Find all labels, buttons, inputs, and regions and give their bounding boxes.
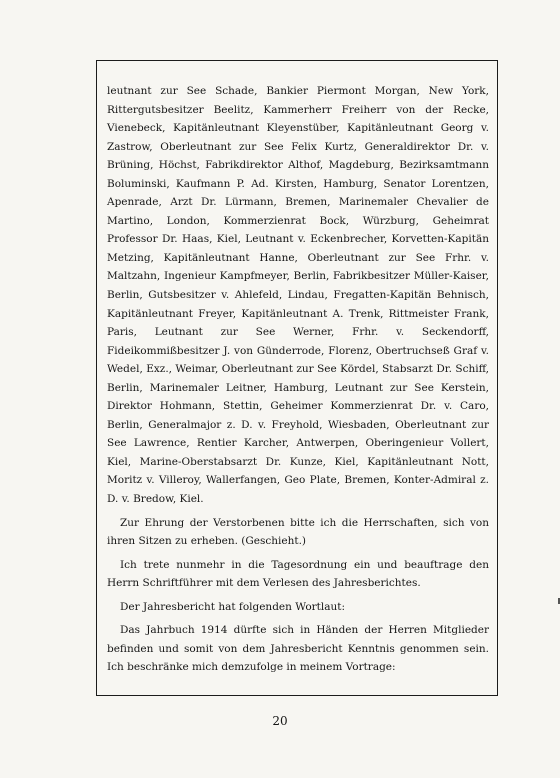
paragraph-agenda: Ich trete nunmehr in die Tagesordnung ein und beauftrage den Herrn Schriftführer mit dem Verlesen des Jahresberichtes.	[107, 558, 489, 590]
paragraph-yearbook: Das Jahrbuch 1914 dürfte sich in Händen der Herren Mitglieder befinden und somit von dem Jahresbericht Kenntnis genommen sein. Ich beschränke mich demzufolge in meinem Vortrage:	[107, 624, 489, 674]
paragraph-attendee-list: leutnant zur See Schade, Bankier Piermont Morgan, New York, Rittergutsbesitzer Beelitz, Kammerherr Freiherr von der Recke, Vienebeck, Kapitänleutnant Kleyenstüber, Kapitänleutnant Georg v. Zastrow, Oberleutnant zur See Felix Kurtz, Generaldirektor Dr. v. Brüning, Höchst, Fabrikdirektor Althof, Magdeburg, Bezirksamtmann Boluminski, Kaufmann P. Ad. Kirsten, Hamburg, Senator Lorentzen, Apenrade, Arzt Dr. Lürmann, Bremen, Marinemaler Chevalier de Martino, London, Kommerzienrat Bock, Würzburg, Geheimrat Professor Dr. Haas, Kiel, Leutnant v. Eckenbrecher, Korvetten-Kapitän Metzing, Kapitänleutnant Hanne, Oberleutnant zur See Frhr. v. Maltzahn, Ingenieur Kampfmeyer, Berlin, Fabrikbesitzer Müller-Kaiser, Berlin, Gutsbesitzer v. Ahlefeld, Lindau, Fregatten-Kapitän Behnisch, Kapitänleutnant Freyer, Kapitänleutnant A. Trenk, Rittmeister Frank, Paris, Leutnant zur See Werner, Frhr. v. Seckendorff, Fideikommißbesitzer J. von Günderrode, Florenz, Obertruchseß Graf v. Wedel, Exz., Weimar, Oberleutnant zur See Kördel, Stabsarzt Dr. Schiff, Berlin, Marinemaler Leitner, Hamburg, Leutnant zur See Kerstein, Direktor Hohmann, Stettin, Geheimer Kommerzienrat Dr. v. Caro, Berlin, Generalmajor z. D. v. Freyhold, Wiesbaden, Oberleutnant zur See Lawrence, Rentier Karcher, Antwerpen, Oberingenieur Vollert, Kiel, Marine-Oberstabsarzt Dr. Kunze, Kiel, Kapitänleutnant Nott, Moritz v. Villeroy, Wallerfangen, Geo Plate, Bremen, Konter-Admiral z. D. v. Bredow, Kiel.	[107, 85, 489, 506]
text-frame	[96, 60, 498, 696]
paragraph-report-intro: Der Jahresbericht hat folgenden Wortlaut:	[120, 600, 346, 613]
paragraph-commemoration: Zur Ehrung der Verstorbenen bitte ich die Herrschaften, sich von ihren Sitzen zu erheben. (Geschieht.)	[107, 516, 489, 548]
page-number: 20	[272, 714, 288, 728]
